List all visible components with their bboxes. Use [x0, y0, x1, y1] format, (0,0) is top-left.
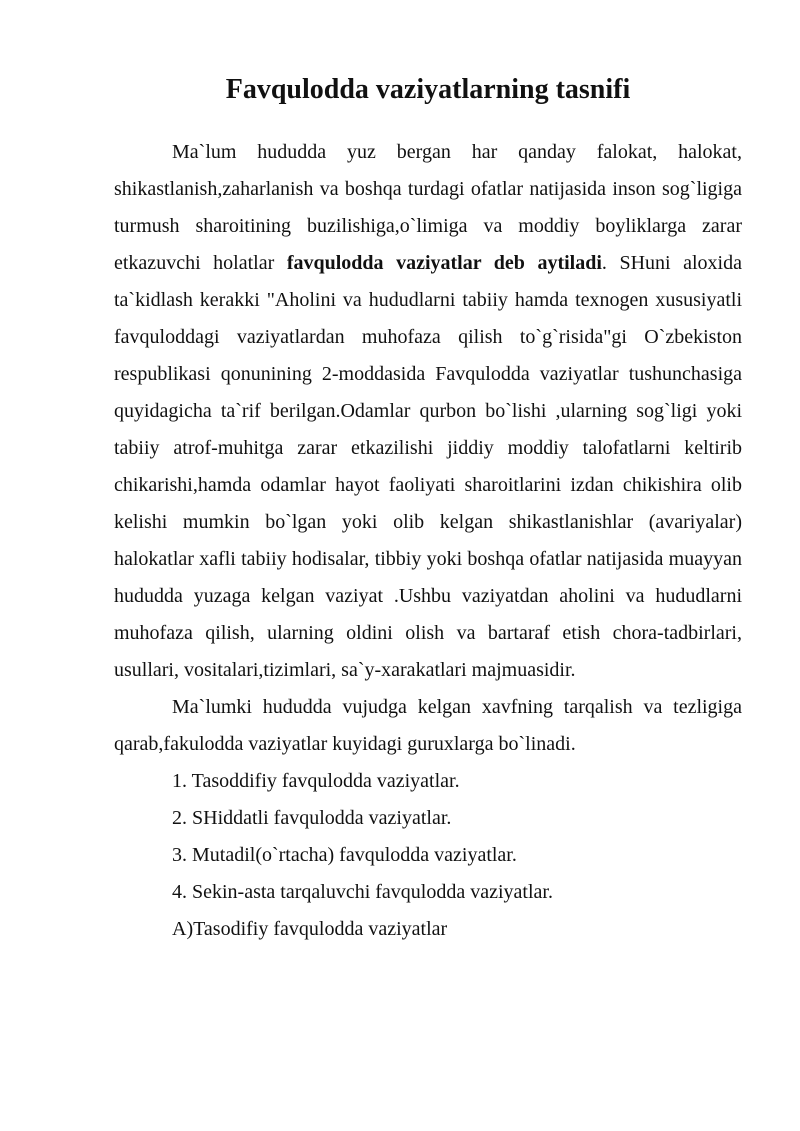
paragraph-classification: Ma`lumki hududda vujudga kelgan xavfning tarqalish va tezligiga qarab,fakulodda vaziyatlar kuyidagi guruxlarga bo`linadi. — [114, 696, 742, 756]
list-item: 4. Sekin-asta tarqaluvchi favqulodda vaziyatlar. — [172, 881, 553, 904]
paragraph-definition-text-1: Ma`lum hududda yuz bergan har qanday falokat, halokat, shikastlanish,zaharlanish va boshqa turdagi ofatlar natijasida inson sog`ligiga turmush sharoitining buzilishiga,o`limiga va moddiy boyliklarga zarar etkazuvchi holatlar — [114, 141, 742, 275]
section-heading: A)Tasodifiy favqulodda vaziyatlar — [172, 918, 448, 941]
paragraph-definition — [114, 134, 742, 689]
paragraph-definition-bold: favqulodda vaziyatlar deb aytiladi — [286, 252, 602, 275]
paragraph-definition-text-2: . SHuni aloxida ta`kidlash kerakki "Aholini va hududlarni tabiiy hamda texnogen xususiyatli favquloddagi vaziyatlardan muhofaza qilish to`g`risida"gi O`zbekiston respublikasi qonunining 2-moddasida Favqulodda vaziyatlar tushunchasiga quyidagicha ta`rif berilgan.Odamlar qurbon bo`lishi ,ularning sog`ligi yoki tabiiy atrof-muhitga zarar etkazilishi jiddiy moddiy talofatlarni keltirib chikarishi,hamda odamlar hayot faoliyati sharoitlarini izdan chikishira olib kelishi mumkin bo`lgan yoki olib kelgan shikastlanishlar (avariyalar) halokatlar xafli tabiiy hodisalar, tibbiy yoki boshqa ofatlar natijasida muayyan hududda yuzaga kelgan vaziyat .Ushbu vaziyatdan aholini va hududlarni muhofaza qilish, ularning oldini olish va bartaraf etish chora-tadbirlari, usullari, vositalari,tizimlari, sa`y-xarakatlari majmuasidir. — [114, 252, 742, 682]
list-item: 1. Tasoddifiy favqulodda vaziyatlar. — [172, 770, 460, 793]
document-title: Favqulodda vaziyatlarning tasnifi — [225, 74, 631, 105]
list-item: 2. SHiddatli favqulodda vaziyatlar. — [172, 807, 452, 830]
document-page — [114, 72, 742, 948]
list-item: 3. Mutadil(o`rtacha) favqulodda vaziyatlar. — [172, 844, 517, 867]
